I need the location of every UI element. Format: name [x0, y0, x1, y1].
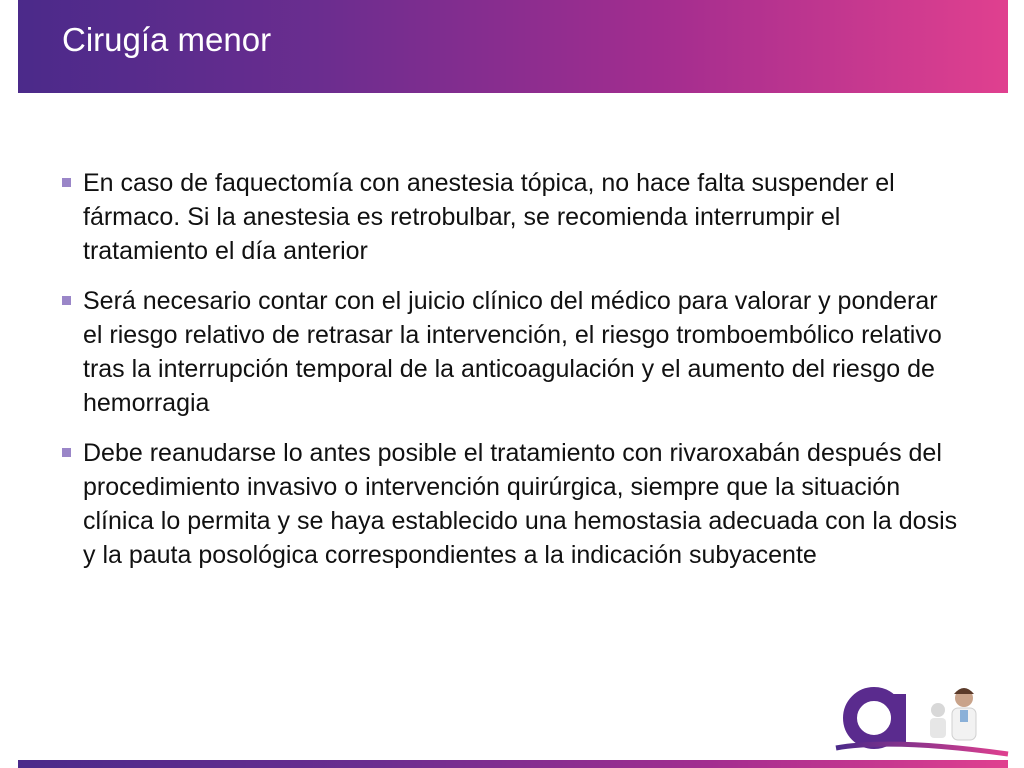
square-bullet-icon — [62, 178, 71, 187]
brand-logo-icon — [832, 680, 1012, 758]
bullet-text: Debe reanudarse lo antes posible el tratamiento con rivaroxabán después del procedimiento invasivo o intervención quirúrgica, siempre que la situación clínica lo permita y se haya establecido una hemostasia adecuada con la dosis y la pauta posológica correspondientes a la indicación subyacente — [83, 439, 958, 569]
bullet-list — [62, 166, 962, 588]
title-bar — [18, 0, 1008, 93]
slide-title: Cirugía menor — [62, 21, 272, 58]
list-item — [62, 166, 962, 268]
list-item — [62, 436, 962, 572]
bullet-text: En caso de faquectomía con anestesia tópica, no hace falta suspender el fármaco. Si la anestesia es retrobulbar, se recomienda interrumpir el tratamiento el día anterior — [83, 169, 895, 265]
list-item — [62, 284, 962, 420]
footer-bar — [18, 760, 1008, 768]
bullet-text: Será necesario contar con el juicio clínico del médico para valorar y ponderar el riesgo relativo de retrasar la intervención, el riesgo tromboembólico relativo tras la interrupción temporal de la anticoagulación y el aumento del riesgo de hemorragia — [83, 287, 942, 417]
square-bullet-icon — [62, 448, 71, 457]
square-bullet-icon — [62, 296, 71, 305]
